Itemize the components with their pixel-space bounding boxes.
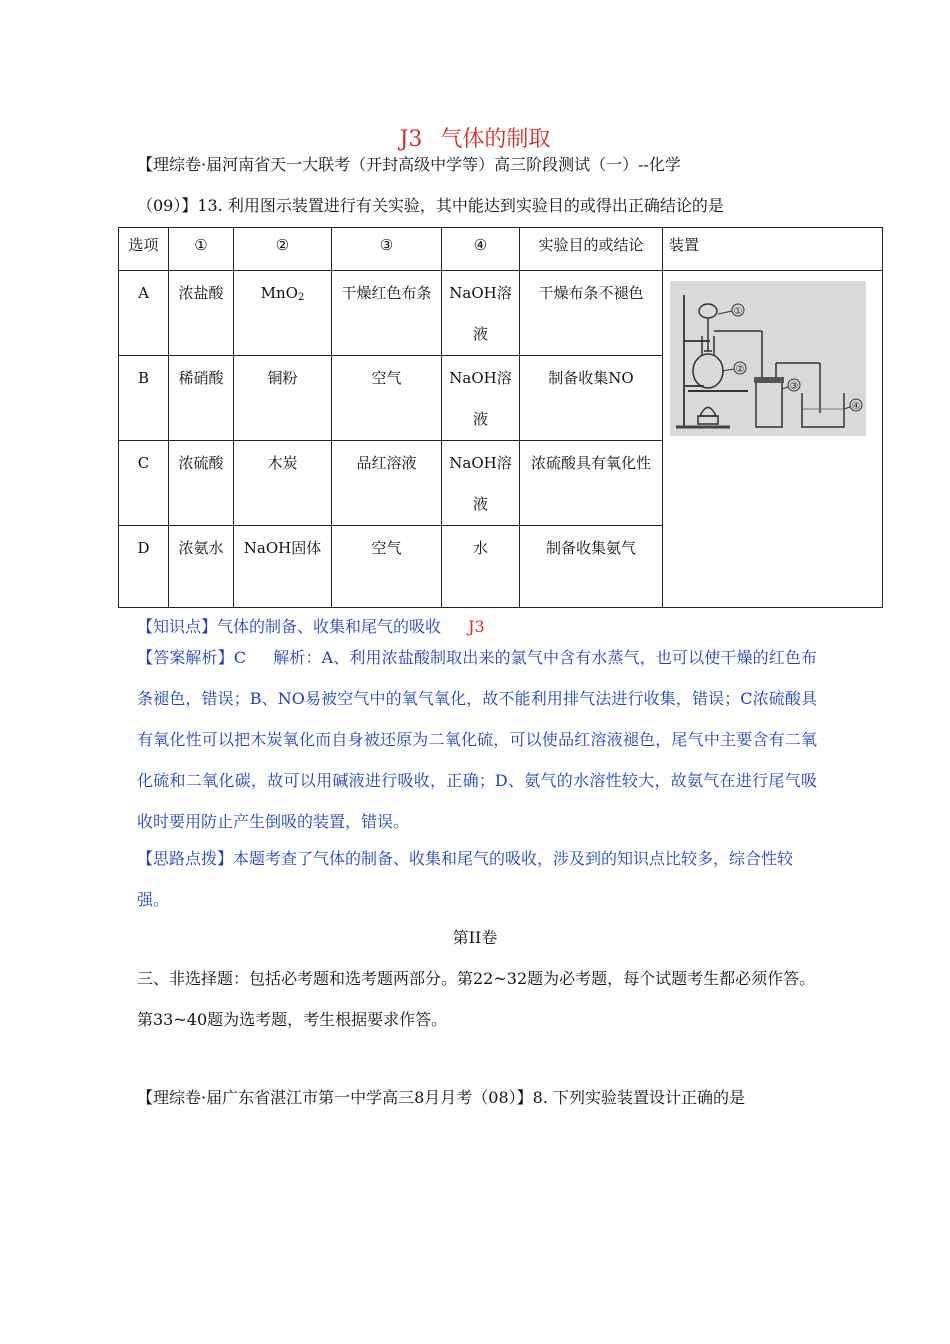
question1-source-line1: 【理综卷·届河南省天一大联考（开封高级中学等）高三阶段测试（一）--化学	[137, 155, 681, 174]
diagram-label-4: ④	[851, 401, 861, 412]
table-row: B 稀硝酸 铜粉 空气 NaOH溶液 制备收集NO	[119, 356, 883, 441]
question2	[137, 1085, 745, 1108]
question2-source: 【理综卷·届广东省湛江市第一中学高三8月月考（08）】	[137, 1088, 533, 1107]
table-row: C 浓硫酸 木炭 品红溶液 NaOH溶液 浓硫酸具有氧化性	[119, 441, 883, 526]
header-reagent-4: ④	[442, 228, 520, 271]
table-header-row	[119, 228, 883, 271]
knowledge-text: 气体的制备、收集和尾气的吸收	[217, 617, 442, 636]
knowledge-label: 【知识点】	[137, 617, 218, 636]
diagram-label-3: ③	[789, 381, 799, 392]
question2-text: 8. 下列实验装置设计正确的是	[532, 1088, 745, 1107]
tip-text: 本题考查了气体的制备、收集和尾气的吸收，涉及到的知识点比较多，综合性较强。	[137, 849, 794, 909]
header-reagent-2: ②	[234, 228, 332, 271]
question1-source-line2: （09）】13. 利用图示装置进行有关实验，其中能达到实验目的或得出正确结论的是	[137, 196, 724, 215]
diagram-label-1: ①	[733, 306, 743, 317]
table-row: D 浓氨水 NaOH固体 空气 水 制备收集氨气	[119, 526, 883, 608]
header-reagent-3: ③	[332, 228, 442, 271]
apparatus-diagram	[670, 281, 866, 436]
title-code: J3	[399, 127, 423, 152]
answer-choice: C	[233, 648, 247, 667]
title-text: 气体的制取	[440, 127, 551, 152]
page-title	[0, 122, 950, 153]
header-option: 选项	[119, 228, 169, 271]
answer-analysis	[137, 637, 817, 842]
part3-instructions: 三、非选择题：包括必考题和选考题两部分。第22~32题为必考题，每个试题考生都必须作答。第33~40题为选考题，考生根据要求作答。	[137, 969, 816, 1029]
diagram-label-2: ②	[735, 364, 745, 375]
question-table	[118, 227, 883, 608]
answer-label: 【答案解析】	[137, 648, 234, 667]
header-reagent-1: ①	[169, 228, 234, 271]
header-conclusion: 实验目的或结论	[520, 228, 663, 271]
section-title: 第II卷	[452, 928, 498, 947]
approach-tip	[137, 838, 817, 920]
header-apparatus: 装置	[663, 228, 883, 271]
table-row: A 浓盐酸 MnO2 干燥红色布条 NaOH溶液 干燥布条不褪色 ① ② ③ ④	[119, 271, 883, 356]
tip-label: 【思路点拨】	[137, 849, 234, 868]
apparatus-cell	[663, 271, 883, 608]
knowledge-code: J3	[468, 617, 485, 636]
answer-text: 解析：A、利用浓盐酸制取出来的氯气中含有水蒸气，也可以使干燥的红色布条褪色，错误；B、NO易被空气中的氧气氧化，故不能利用排气法进行收集，错误；C浓硫酸具有氧化性可以把木炭氧化而自身被还原为二氧化硫，可以使品红溶液褪色，尾气中主要含有二氧化硫和二氧化碳，故可以用碱液进行吸收，正确；D、氨气的水溶性较大，故氨气在进行尾气吸收时要用防止产生倒吸的装置，错误。	[137, 648, 817, 831]
mno2-formula: MnO2	[260, 284, 305, 303]
